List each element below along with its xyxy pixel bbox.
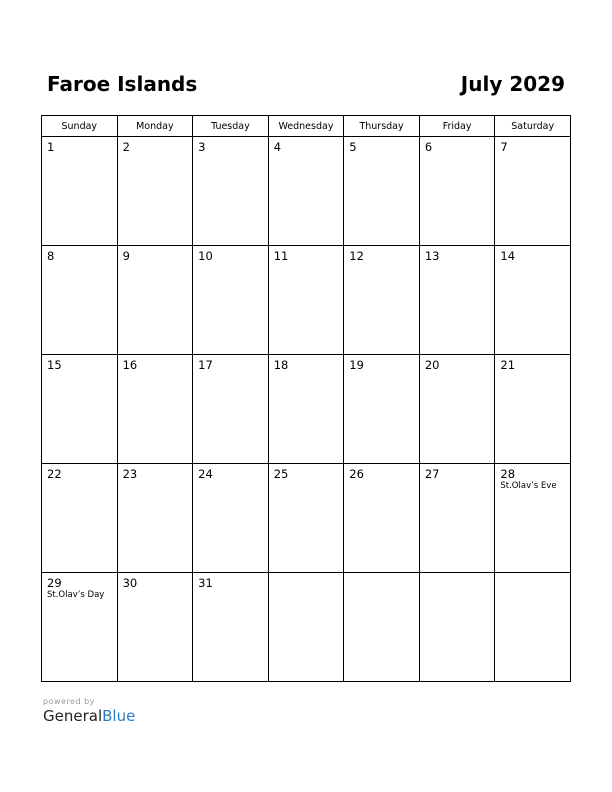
day-cell (268, 137, 344, 246)
day-cell (344, 355, 420, 464)
brand-general: General (43, 707, 103, 725)
day-number: 23 (122, 467, 138, 481)
day-cell (344, 137, 420, 246)
day-cell (268, 464, 344, 573)
day-number: 19 (349, 358, 364, 372)
day-cell (117, 246, 193, 355)
weekday-header: Tuesday (193, 116, 269, 137)
day-cell (117, 137, 193, 246)
day-number: 24 (198, 467, 213, 481)
day-cell (419, 246, 495, 355)
day-number: 4 (273, 140, 282, 154)
day-cell (495, 137, 571, 246)
brand-blue: Blue (102, 707, 136, 725)
day-number: 31 (198, 576, 213, 590)
day-cell (193, 464, 269, 573)
day-number: 25 (273, 467, 289, 481)
weekday-header: Sunday (42, 116, 118, 137)
weekday-header: Friday (419, 116, 495, 137)
week-row (42, 573, 571, 682)
day-cell (193, 246, 269, 355)
day-number: 13 (424, 249, 440, 263)
day-number: 28 (500, 467, 516, 481)
generalblue-logo[interactable] (43, 707, 135, 725)
day-number: 15 (47, 358, 62, 372)
footer (43, 697, 135, 725)
day-cell (117, 355, 193, 464)
week-row (42, 355, 571, 464)
day-cell (42, 137, 118, 246)
day-cell (344, 246, 420, 355)
day-number: 14 (500, 249, 516, 263)
day-number: 18 (273, 358, 289, 372)
day-number: 26 (349, 467, 364, 481)
day-cell (117, 464, 193, 573)
day-number: 12 (349, 249, 364, 263)
day-cell (419, 573, 495, 682)
day-number: 17 (198, 358, 213, 372)
day-number: 1 (47, 140, 55, 154)
day-number: 2 (122, 140, 130, 154)
day-number: 11 (273, 249, 289, 263)
day-cell (268, 573, 344, 682)
holiday-label: St.Olav’s Day (47, 590, 105, 600)
day-cell (495, 464, 571, 573)
day-cell (193, 355, 269, 464)
day-cell (268, 246, 344, 355)
day-cell (42, 246, 118, 355)
day-cell (344, 464, 420, 573)
week-row (42, 464, 571, 573)
weekday-header-row (42, 116, 571, 137)
day-number: 6 (424, 140, 433, 154)
day-cell (495, 355, 571, 464)
day-number: 9 (122, 249, 130, 263)
day-number: 21 (500, 358, 516, 372)
day-number: 5 (349, 140, 357, 154)
day-number: 27 (424, 467, 440, 481)
day-cell (419, 355, 495, 464)
day-number: 29 (47, 576, 62, 590)
day-cell (193, 573, 269, 682)
day-cell (42, 573, 118, 682)
day-cell (193, 137, 269, 246)
day-cell (268, 355, 344, 464)
day-number: 30 (122, 576, 138, 590)
weekday-header: Thursday (344, 116, 420, 137)
weekday-header: Monday (117, 116, 193, 137)
country-title: Faroe Islands (47, 72, 198, 96)
powered-by-label: powered by (43, 697, 95, 706)
day-number: 16 (122, 358, 138, 372)
day-cell (495, 246, 571, 355)
day-cell (42, 355, 118, 464)
week-row (42, 137, 571, 246)
day-number: 10 (198, 249, 213, 263)
week-row (42, 246, 571, 355)
weekday-header: Wednesday (268, 116, 344, 137)
day-cell (344, 573, 420, 682)
day-cell (42, 464, 118, 573)
day-cell (419, 464, 495, 573)
day-number: 3 (198, 140, 206, 154)
day-cell (117, 573, 193, 682)
day-number: 8 (47, 249, 55, 263)
day-number: 7 (500, 140, 508, 154)
holiday-label: St.Olav’s Eve (500, 481, 557, 491)
day-number: 20 (424, 358, 440, 372)
calendar-grid (41, 115, 571, 682)
weekday-header: Saturday (495, 116, 571, 137)
day-cell (495, 573, 571, 682)
day-number: 22 (47, 467, 62, 481)
day-cell (419, 137, 495, 246)
month-title: July 2029 (460, 72, 565, 96)
